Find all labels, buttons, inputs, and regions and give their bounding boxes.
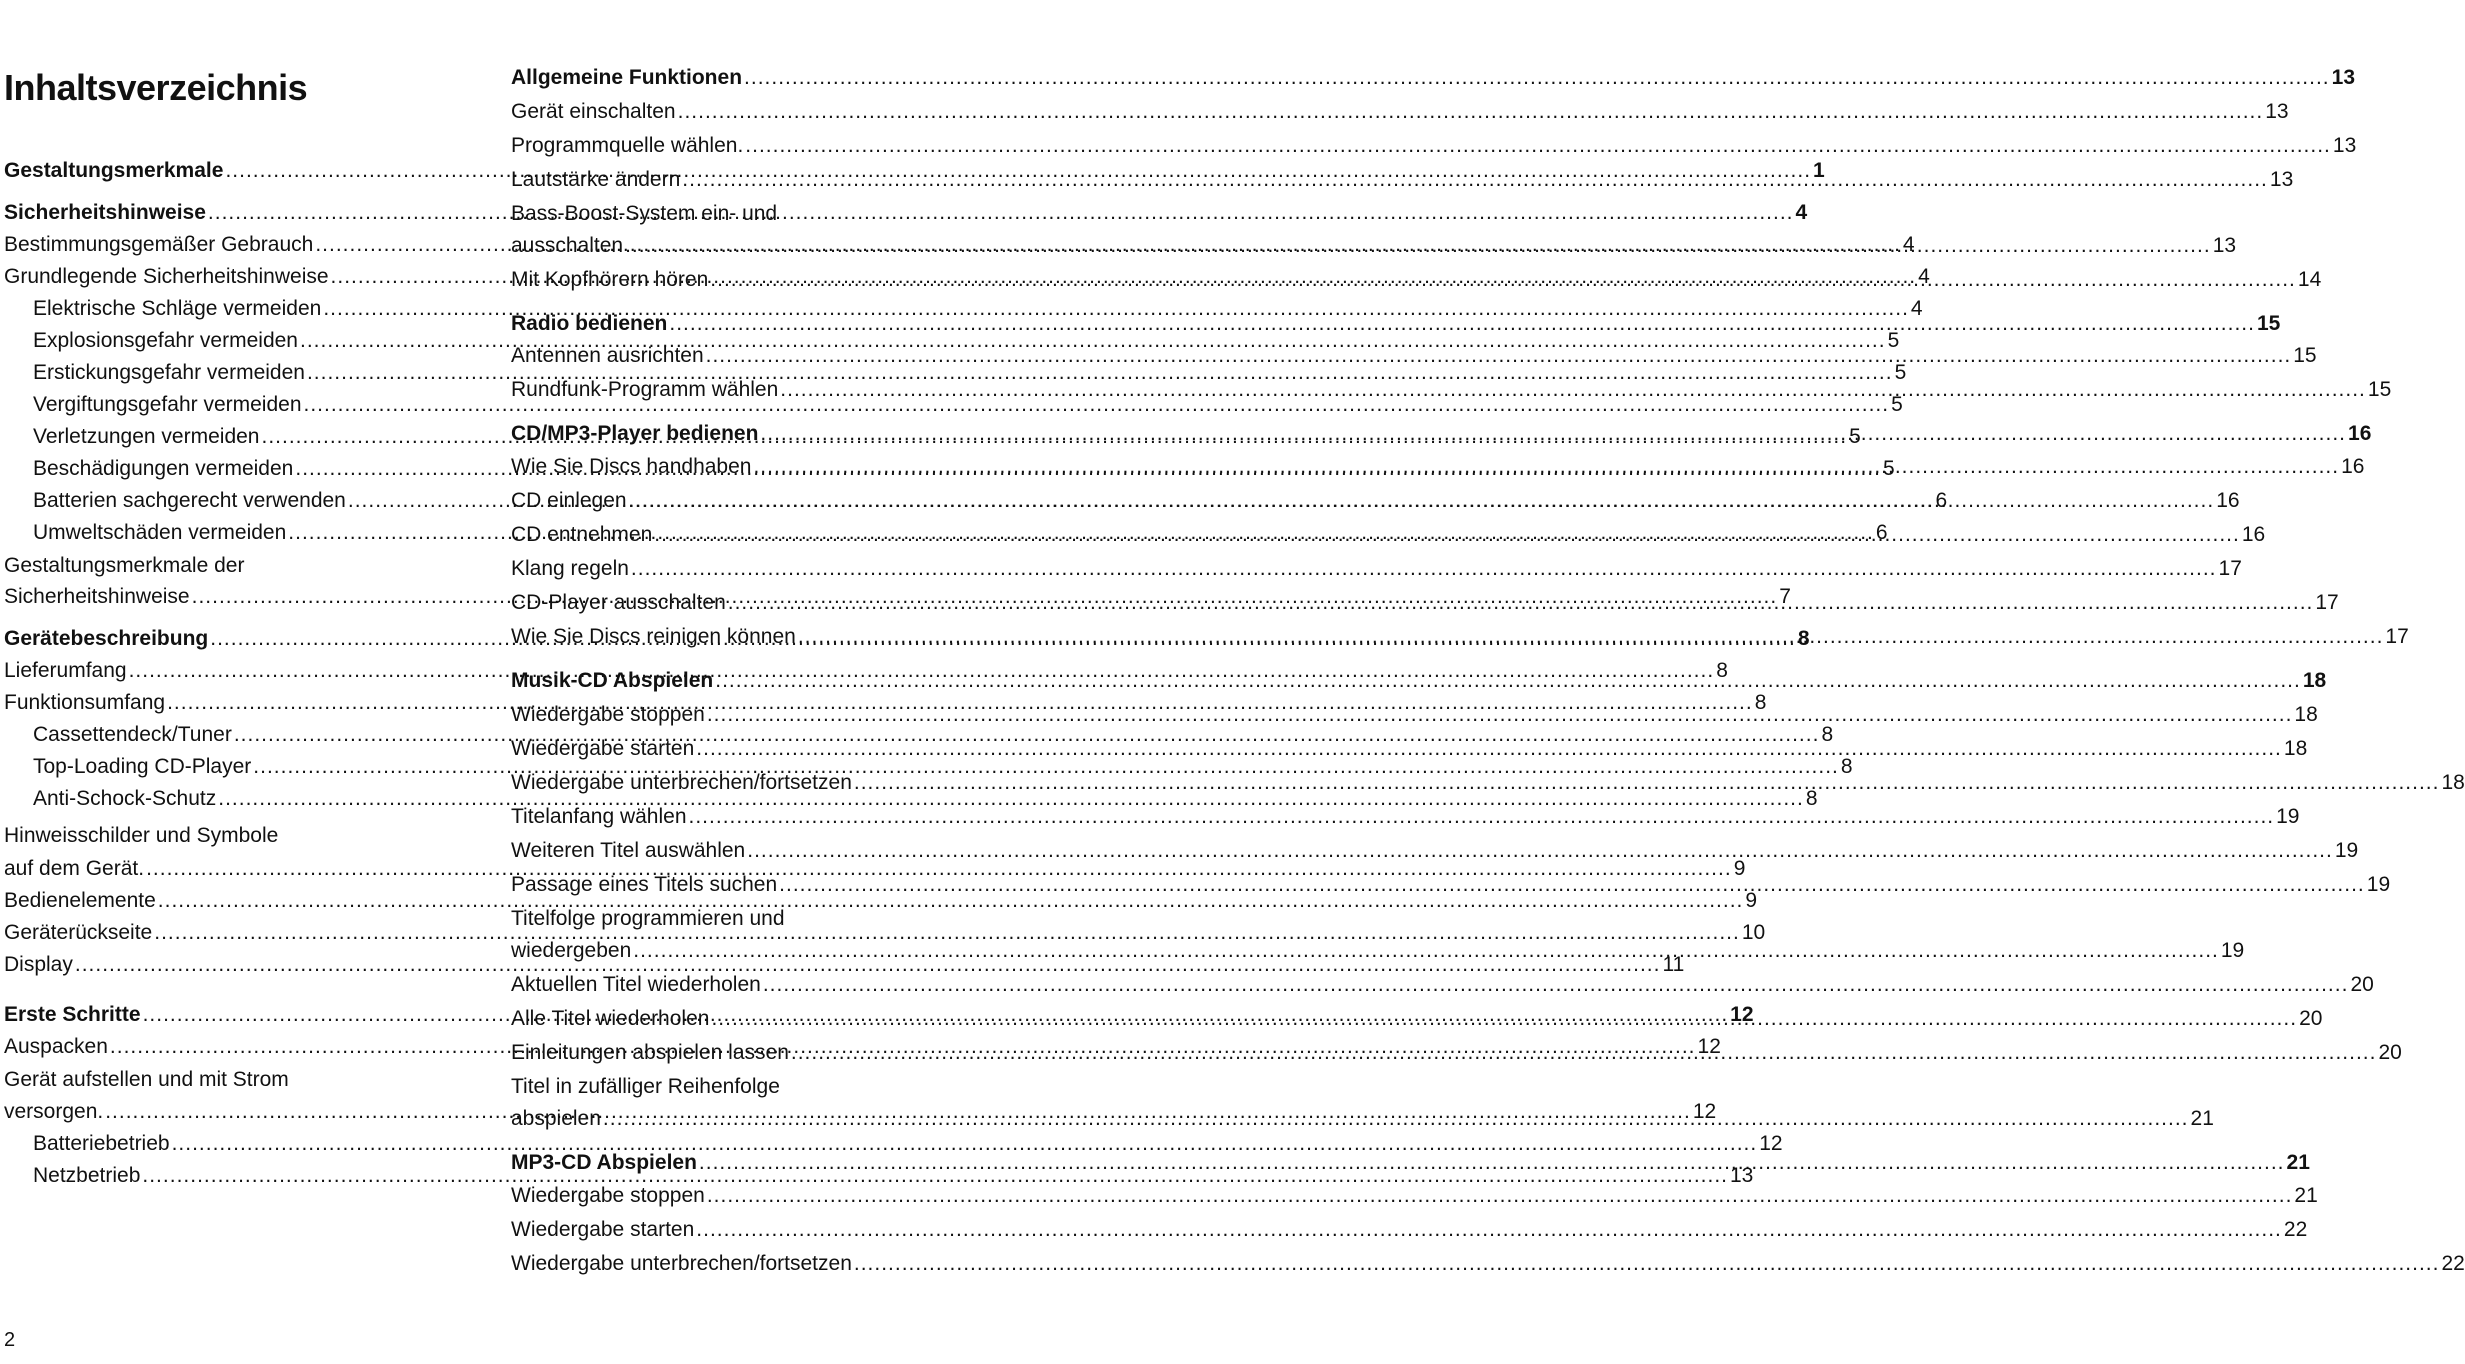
toc-entry-title: Gerät einschalten xyxy=(511,100,676,123)
toc-entry-page: 16 xyxy=(2348,422,2372,445)
toc-entry[interactable] xyxy=(511,376,2392,404)
toc-entry[interactable] xyxy=(33,391,1903,419)
toc-entry[interactable] xyxy=(511,589,2339,617)
toc-entry-page: 1 xyxy=(1813,159,1825,182)
toc-entry-page: 13 xyxy=(2332,134,2357,157)
toc-entry-title: Sicherheitshinweise xyxy=(4,585,190,608)
toc-entry[interactable] xyxy=(511,166,2294,194)
toc-entry[interactable] xyxy=(511,701,2318,729)
toc-entry-page: 21 xyxy=(2190,1107,2214,1130)
toc-section-heading[interactable] xyxy=(511,667,2327,695)
toc-entry-title: CD einlegen xyxy=(511,489,627,512)
toc-entry-page: 17 xyxy=(2315,591,2339,614)
toc-entry-line1: Gerät aufstellen und mit Strom xyxy=(4,1068,289,1091)
toc-entry[interactable] xyxy=(4,951,1685,979)
toc-entry-title: Titelanfang wählen xyxy=(511,805,687,828)
toc-entry-page: 18 xyxy=(2294,703,2318,726)
toc-entry-page: 8 xyxy=(1821,723,1834,746)
toc-entry-title: Wie Sie Discs reinigen können xyxy=(511,625,796,648)
toc-entry-title: Verletzungen vermeiden xyxy=(33,425,260,448)
toc-entry[interactable] xyxy=(4,887,1758,915)
toc-entry-page: 6 xyxy=(1935,489,1948,512)
toc-entry-page: 18 xyxy=(2302,669,2327,692)
toc-entry[interactable] xyxy=(511,1182,2318,1210)
toc-entry-page: 4 xyxy=(1918,265,1930,288)
toc-entry-page: 8 xyxy=(1805,787,1818,810)
toc-entry-title: Explosionsgefahr vermeiden xyxy=(33,329,298,352)
toc-entry-page: 19 xyxy=(2220,939,2245,962)
toc-entry-title: Radio bedienen xyxy=(511,312,668,335)
toc-entry-title: Einleitungen abspielen lassen xyxy=(511,1041,789,1064)
toc-section-heading[interactable] xyxy=(511,310,2281,338)
toc-entry-title: Netzbetrieb xyxy=(33,1164,141,1187)
toc-entry[interactable] xyxy=(33,295,1923,323)
toc-entry-title: Anti-Schock-Schutz xyxy=(33,787,217,810)
toc-entry[interactable] xyxy=(511,871,2391,899)
toc-entry-page: 16 xyxy=(2341,455,2365,478)
toc-entry-title: Klang regeln xyxy=(511,557,629,580)
toc-entry-title: Batterien sachgerecht verwenden xyxy=(33,489,346,512)
toc-entry[interactable] xyxy=(511,837,2359,865)
toc-entry-title: Gestaltungsmerkmale xyxy=(4,159,224,182)
toc-entry-page: 5 xyxy=(1849,425,1861,448)
toc-entry-title: Wiedergabe stoppen xyxy=(511,1184,705,1207)
toc-entry-title: Allgemeine Funktionen xyxy=(511,66,743,89)
toc-entry-page: 13 xyxy=(2265,100,2289,123)
toc-entry-page: 13 xyxy=(2331,66,2355,89)
toc-entry-title: Alle Titel wiederholen xyxy=(511,1007,710,1030)
toc-entry[interactable] xyxy=(33,753,1853,781)
toc-entry-title: Beschädigungen vermeiden xyxy=(33,457,294,480)
dot-leader xyxy=(728,589,2314,617)
toc-entry[interactable] xyxy=(511,735,2308,763)
toc-entry-title: Lautstärke ändern xyxy=(511,168,681,191)
toc-entry-page: 15 xyxy=(2367,378,2392,401)
toc-entry-title: auf dem Gerät. xyxy=(4,857,145,880)
dot-leader xyxy=(854,1250,2440,1278)
toc-entry-title: Top-Loading CD-Player xyxy=(33,755,252,778)
dot-leader xyxy=(633,937,2219,965)
toc-entry-title: Batteriebetrieb xyxy=(33,1132,170,1155)
toc-entry-page: 8 xyxy=(1840,755,1853,778)
dot-leader xyxy=(753,453,2339,481)
toc-entry-title: Wie Sie Discs handhaben xyxy=(511,455,752,478)
toc-entry-title: wiedergeben xyxy=(511,939,632,962)
toc-entry-page: 13 xyxy=(2212,234,2237,257)
toc-entry-title: CD-Player ausschalten xyxy=(511,591,726,614)
dot-leader xyxy=(745,132,2331,160)
toc-entry-title: versorgen. xyxy=(4,1100,104,1123)
dot-leader xyxy=(711,1005,2297,1033)
toc-entry-page: 21 xyxy=(2294,1184,2318,1207)
toc-entry-page: 15 xyxy=(2293,344,2317,367)
toc-entry-title: Wiedergabe unterbrechen/fortsetzen xyxy=(511,1252,852,1275)
toc-entry-page: 8 xyxy=(1716,659,1728,682)
dot-leader xyxy=(629,487,2215,515)
dot-leader xyxy=(669,310,2255,338)
toc-entry-title: Mit Kopfhörern hören xyxy=(511,268,709,291)
toc-entry-title: Grundlegende Sicherheitshinweise xyxy=(4,265,329,288)
dot-leader xyxy=(744,64,2330,92)
toc-entry[interactable] xyxy=(511,555,2242,583)
toc-entry[interactable] xyxy=(511,769,2465,797)
toc-entry-title: ausschalten xyxy=(511,234,624,257)
toc-entry[interactable] xyxy=(4,919,1766,947)
toc-entry-page: 22 xyxy=(2283,1218,2308,1241)
toc-entry-page: 12 xyxy=(1697,1035,1721,1058)
toc-section-heading[interactable] xyxy=(511,420,2372,448)
toc-entry[interactable] xyxy=(33,359,1907,387)
toc-entry-page: 17 xyxy=(2385,625,2409,648)
dot-leader xyxy=(798,623,2384,651)
toc-entry-title: Programmquelle wählen. xyxy=(511,134,744,157)
dot-leader xyxy=(791,1039,2377,1067)
toc-entry-title: Wiedergabe unterbrechen/fortsetzen xyxy=(511,771,852,794)
toc-entry-title: Display xyxy=(4,953,73,976)
toc-entry[interactable] xyxy=(33,327,1900,355)
toc-entry-title: Umweltschäden vermeiden xyxy=(33,521,287,544)
toc-entry-page: 18 xyxy=(2441,771,2465,794)
toc-entry-page: 6 xyxy=(1875,521,1888,544)
toc-entry-line1: Hinweisschilder und Symbole xyxy=(4,824,279,847)
toc-entry-page: 4 xyxy=(1902,233,1915,256)
toc-entry-page: 4 xyxy=(1910,297,1923,320)
toc-entry-page: 15 xyxy=(2256,312,2281,335)
toc-entry[interactable] xyxy=(511,98,2289,126)
toc-entry[interactable] xyxy=(511,342,2317,370)
toc-entry-line1: Titel in zufälliger Reihenfolge xyxy=(511,1075,780,1098)
toc-entry-title: abspielen xyxy=(511,1107,601,1130)
toc-entry-page: 12 xyxy=(1730,1003,1754,1026)
dot-leader xyxy=(696,735,2282,763)
toc-entry-page: 14 xyxy=(2297,268,2322,291)
toc-entry-page: 16 xyxy=(2241,523,2266,546)
toc-entry-page: 5 xyxy=(1887,329,1900,352)
toc-entry-page: 5 xyxy=(1882,457,1895,480)
toc-entry-page: 20 xyxy=(2378,1041,2402,1064)
toc-entry-page: 7 xyxy=(1779,585,1791,608)
toc-entry-page: 13 xyxy=(1730,1164,1754,1187)
toc-entry-title: Erstickungsgefahr vermeiden xyxy=(33,361,305,384)
toc-entry-page: 19 xyxy=(2334,839,2359,862)
toc-entry-page: 18 xyxy=(2283,737,2308,760)
toc-entry[interactable] xyxy=(511,232,2237,260)
toc-entry-page: 12 xyxy=(1759,1132,1783,1155)
toc-entry-page: 20 xyxy=(2299,1007,2323,1030)
dot-leader xyxy=(780,376,2366,404)
toc-entry[interactable] xyxy=(511,487,2240,515)
toc-entry-page: 9 xyxy=(1745,889,1758,912)
toc-entry-line1: Gestaltungsmerkmale der xyxy=(4,554,245,577)
dot-leader xyxy=(696,1216,2282,1244)
toc-entry-title: Geräterückseite xyxy=(4,921,153,944)
toc-entry-page: 11 xyxy=(1662,953,1685,976)
toc-entry-page: 8 xyxy=(1754,691,1767,714)
toc-entry-title: CD/MP3-Player bedienen xyxy=(511,422,759,445)
toc-entry-title: Aktuellen Titel wiederholen xyxy=(511,973,761,996)
toc-entry-page: 17 xyxy=(2218,557,2242,580)
toc-section-heading[interactable] xyxy=(511,64,2355,92)
toc-entry[interactable] xyxy=(4,855,1746,883)
dot-leader xyxy=(763,971,2349,999)
dot-leader xyxy=(603,1105,2189,1133)
toc-entry-page: 13 xyxy=(2269,168,2294,191)
toc-entry-page: 20 xyxy=(2350,973,2374,996)
toc-entry-title: Sicherheitshinweise xyxy=(4,201,206,224)
toc-entry-title: Weiteren Titel auswählen xyxy=(511,839,746,862)
toc-entry-page: 16 xyxy=(2216,489,2240,512)
dot-leader xyxy=(715,667,2301,695)
toc-entry-title: Funktionsumfang xyxy=(4,691,166,714)
toc-entry-page: 19 xyxy=(2366,873,2391,896)
toc-entry-title: Erste Schritte xyxy=(4,1003,141,1026)
dot-leader xyxy=(707,1182,2293,1210)
toc-entry-page: 9 xyxy=(1733,857,1746,880)
toc-entry-title: CD entnehmen xyxy=(511,523,653,546)
dot-leader xyxy=(678,98,2264,126)
toc-entry-title: Cassettendeck/Tuner xyxy=(33,723,232,746)
toc-entry[interactable] xyxy=(33,785,1818,813)
toc-entry[interactable] xyxy=(511,803,2300,831)
toc-entry[interactable] xyxy=(33,1130,1783,1158)
toc-entry-title: Bestimmungsgemäßer Gebrauch xyxy=(4,233,314,256)
toc-entry[interactable] xyxy=(511,521,2266,549)
dot-leader xyxy=(706,342,2292,370)
dot-leader xyxy=(760,420,2346,448)
toc-entry-line1: Bass-Boost-System ein- und xyxy=(511,202,778,225)
dot-leader xyxy=(689,803,2275,831)
toc-entry-title: Musik-CD Abspielen xyxy=(511,669,714,692)
toc-entry[interactable] xyxy=(511,1216,2308,1244)
dot-leader xyxy=(779,871,2365,899)
toc-entry-line1: Titelfolge programmieren und xyxy=(511,907,785,930)
toc-entry-title: Elektrische Schläge vermeiden xyxy=(33,297,322,320)
toc-entry-title: Lieferumfang xyxy=(4,659,127,682)
page-title: Inhaltsverzeichnis xyxy=(4,67,308,108)
toc-entry-title: Wiedergabe stoppen xyxy=(511,703,705,726)
toc-entry-page: 8 xyxy=(1797,627,1810,650)
toc-entry[interactable] xyxy=(511,1250,2465,1278)
toc-entry-title: Auspacken xyxy=(4,1035,108,1058)
dot-leader xyxy=(710,266,2296,294)
toc-entry-title: Antennen ausrichten xyxy=(511,344,704,367)
page-number: 2 xyxy=(4,1329,16,1351)
toc-entry[interactable] xyxy=(511,132,2357,160)
toc-entry-title: Gerätebeschreibung xyxy=(4,627,209,650)
toc-entry-page: 12 xyxy=(1692,1100,1717,1123)
dot-leader xyxy=(707,701,2293,729)
toc-entry[interactable] xyxy=(511,453,2365,481)
toc-entry[interactable] xyxy=(511,623,2409,651)
dot-leader xyxy=(747,837,2333,865)
toc-entry[interactable] xyxy=(511,971,2374,999)
dot-leader xyxy=(654,521,2240,549)
toc-entry-page: 5 xyxy=(1891,393,1903,416)
toc-entry-title: Rundfunk-Programm wählen xyxy=(511,378,779,401)
toc-entry-page: 21 xyxy=(2286,1151,2310,1174)
dot-leader xyxy=(854,769,2440,797)
toc-entry-title: Wiedergabe starten xyxy=(511,1218,695,1241)
toc-entry[interactable] xyxy=(511,266,2322,294)
toc-entry-page: 5 xyxy=(1894,361,1907,384)
toc-entry-title: MP3-CD Abspielen xyxy=(511,1151,697,1174)
toc-entry-page: 19 xyxy=(2276,805,2300,828)
toc-entry-page: 4 xyxy=(1795,201,1808,224)
toc-entry-page: 22 xyxy=(2441,1252,2465,1275)
toc-entry-page: 10 xyxy=(1741,921,1766,944)
dot-leader xyxy=(631,555,2217,583)
dot-leader xyxy=(208,199,1794,227)
toc-entry-title: Vergiftungsgefahr vermeiden xyxy=(33,393,302,416)
dot-leader xyxy=(625,232,2211,260)
toc-entry-title: Passage eines Titels suchen xyxy=(511,873,778,896)
dot-leader xyxy=(682,166,2268,194)
dot-leader xyxy=(699,1149,2285,1177)
toc-entry-title: Bedienelemente xyxy=(4,889,156,912)
toc-entry-title: Wiedergabe starten xyxy=(511,737,695,760)
